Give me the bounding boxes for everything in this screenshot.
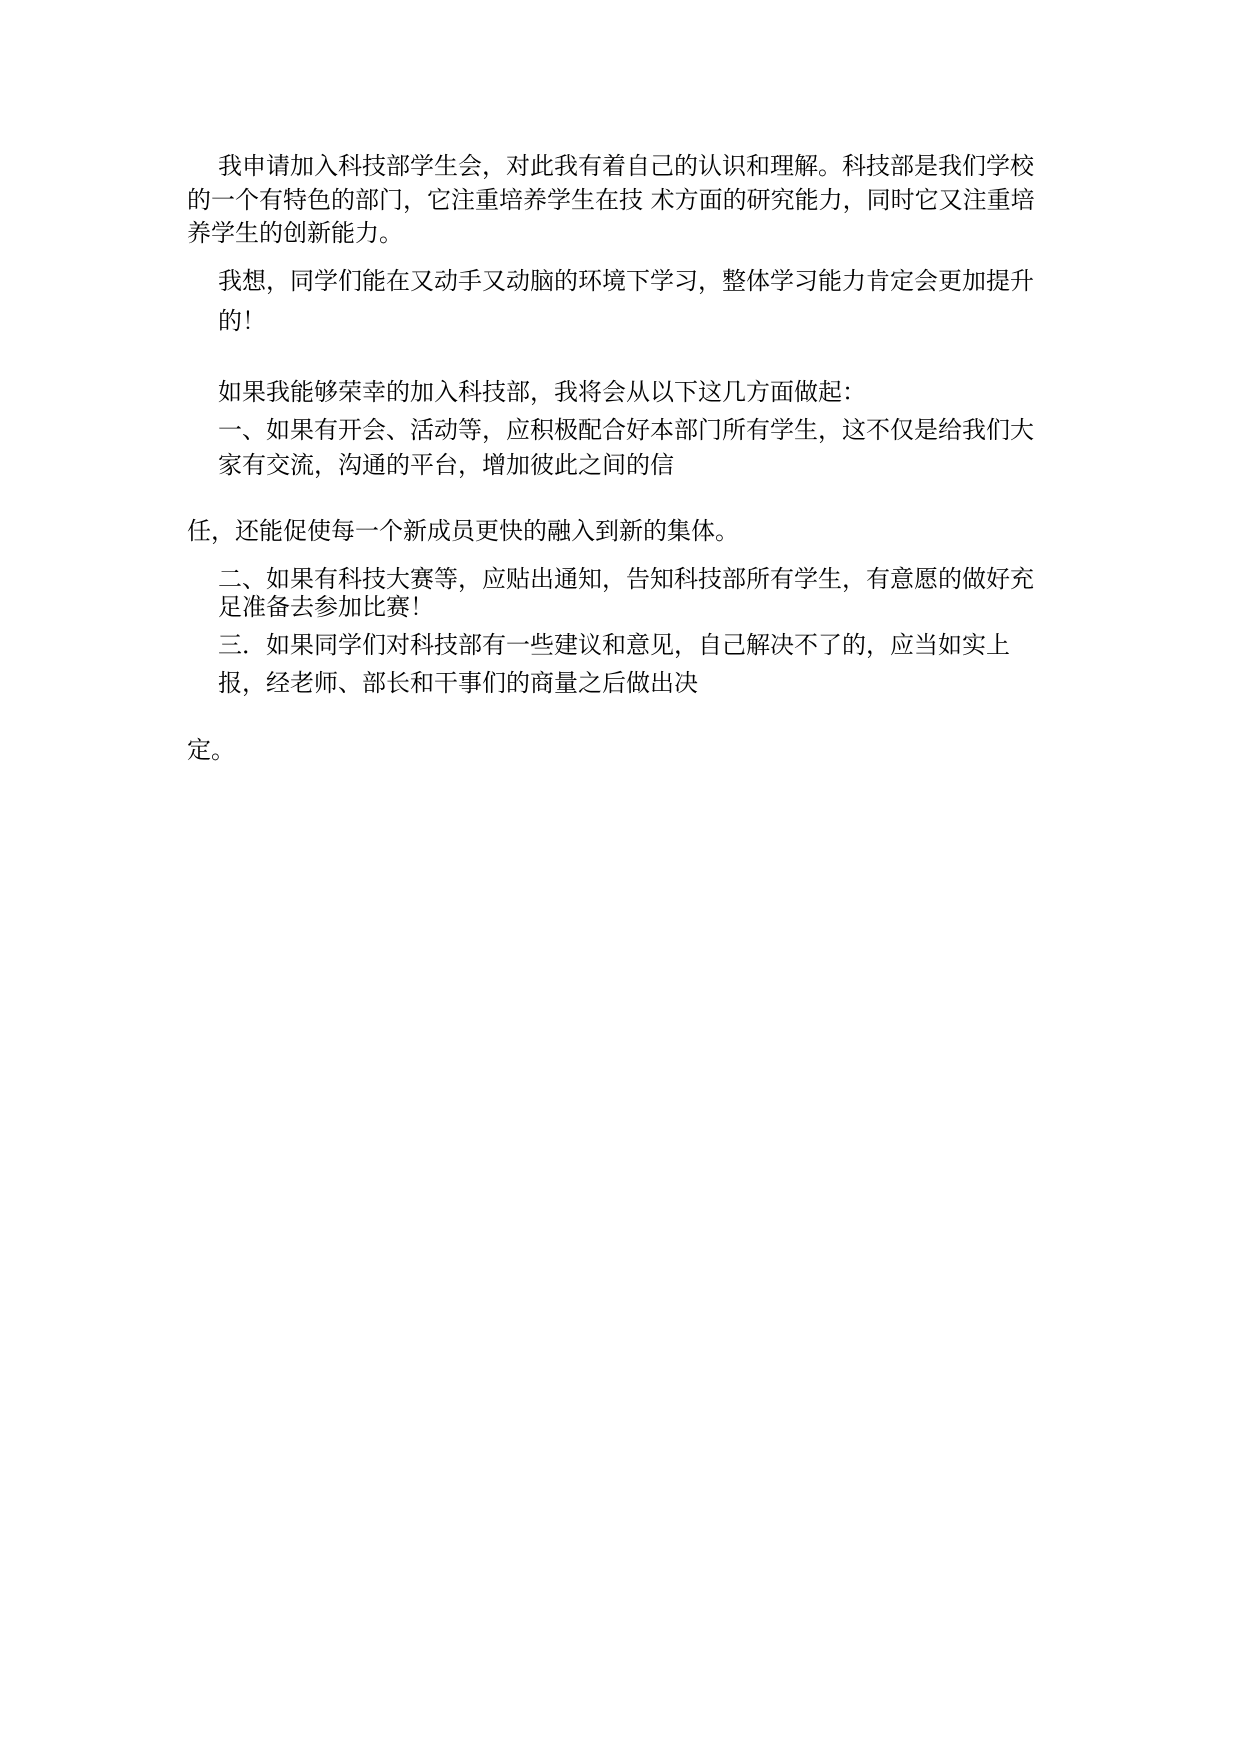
paragraph-2-line-2: 的！	[218, 307, 266, 335]
paragraph-1-line-2: 的一个有特色的部门，它注重培养学生在技 术方面的研究能力，同时它又注重培	[187, 186, 1035, 214]
item-1-line-1: 一、如果有开会、活动等，应积极配合好本部门所有学生，这不仅是给我们大	[218, 416, 1034, 444]
item-2-line-2: 足准备去参加比赛！	[218, 593, 434, 621]
item-3-line-2: 报，经老师、部长和干事们的商量之后做出决	[218, 669, 698, 697]
item-3-line-1: 三．如果同学们对科技部有一些建议和意见，自己解决不了的，应当如实上	[218, 631, 1010, 659]
paragraph-1-line-1: 我申请加入科技部学生会，对此我有着自己的认识和理解。科技部是我们学校	[218, 152, 1034, 180]
paragraph-2-line-1: 我想，同学们能在又动手又动脑的环境下学习，整体学习能力肯定会更加提升	[218, 267, 1034, 295]
item-1-line-3: 任，还能促使每一个新成员更快的融入到新的集体。	[187, 517, 739, 545]
item-3-line-3: 定。	[187, 736, 235, 764]
item-2-line-1: 二、如果有科技大赛等，应贴出通知，告知科技部所有学生，有意愿的做好充	[218, 565, 1034, 593]
paragraph-3-line-1: 如果我能够荣幸的加入科技部，我将会从以下这几方面做起：	[218, 378, 866, 406]
paragraph-1-line-3: 养学生的创新能力。	[187, 219, 403, 247]
item-1-line-2: 家有交流，沟通的平台，增加彼此之间的信	[218, 451, 674, 479]
